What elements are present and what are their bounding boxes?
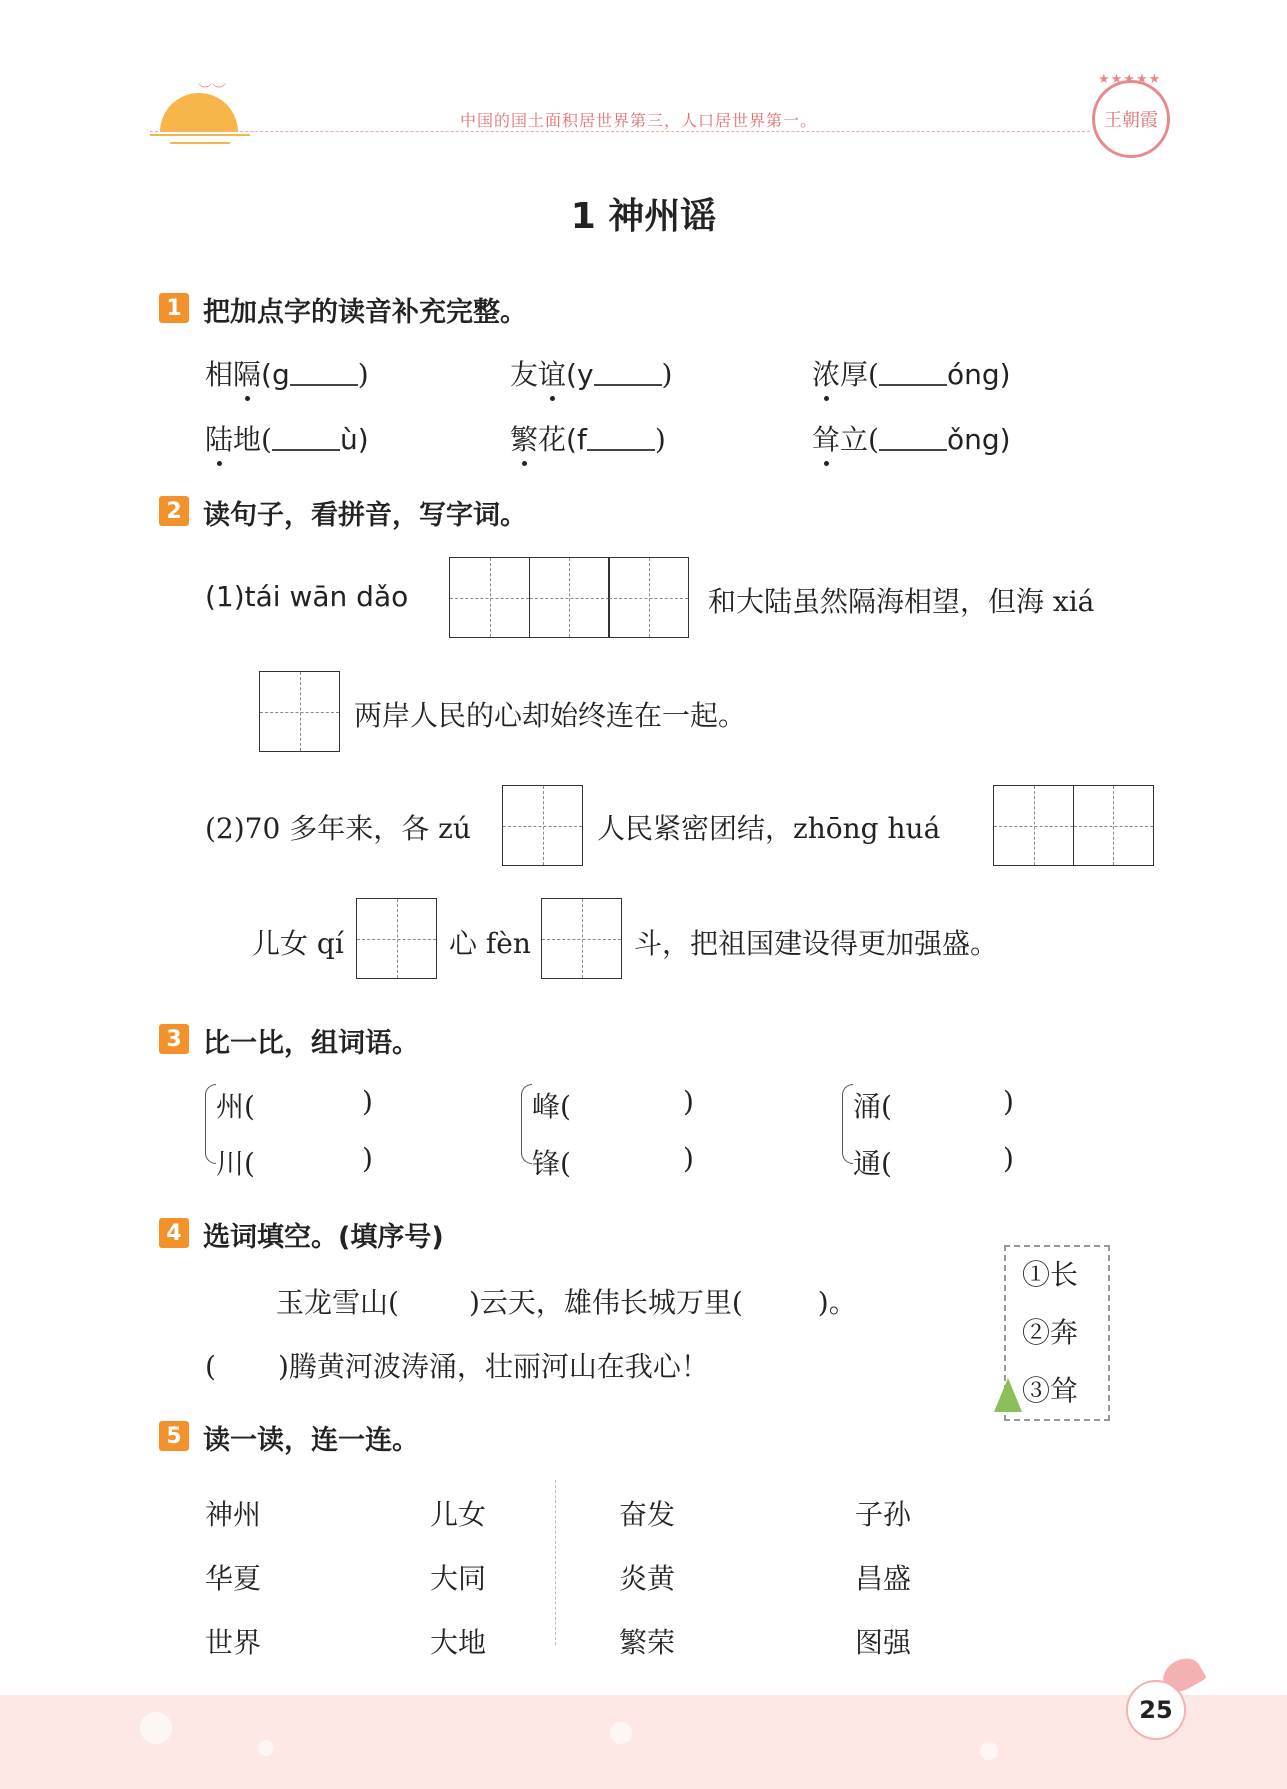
- match-word[interactable]: 神州: [205, 1498, 262, 1531]
- sun-reflection-line: [150, 134, 250, 136]
- close-paren: ): [362, 1085, 373, 1118]
- sentence-text: (2)70 多年来，各 zú: [205, 812, 471, 845]
- fill-sentence: ( )腾黄河波涛涌，壮丽河山在我心！: [205, 1350, 709, 1383]
- writing-grid[interactable]: [356, 898, 437, 979]
- option-item: ③耸: [1022, 1374, 1079, 1407]
- question-number: 3: [159, 1024, 189, 1054]
- sentence-text: 两岸人民的心却始终连在一起。: [354, 699, 747, 732]
- writing-grid[interactable]: [993, 785, 1154, 866]
- sentence-text: 心 fèn: [449, 927, 531, 960]
- brace: [205, 1084, 216, 1164]
- compare-word: 通(: [853, 1147, 892, 1180]
- answer-blank[interactable]: [272, 421, 340, 451]
- brace: [521, 1084, 532, 1164]
- page-number: 25: [1126, 1680, 1186, 1740]
- close-paren: ): [683, 1142, 694, 1175]
- bubble-decoration: [140, 1712, 172, 1744]
- writing-grid[interactable]: [502, 785, 583, 866]
- answer-blank[interactable]: [587, 421, 655, 451]
- question-number: 2: [159, 496, 189, 526]
- match-word[interactable]: 奋发: [619, 1498, 676, 1531]
- match-column-4: [855, 1483, 911, 1675]
- match-word[interactable]: 昌盛: [855, 1562, 912, 1595]
- pinyin-item: 陆地( ù): [205, 418, 369, 458]
- question-title: 选词填空。(填序号): [203, 1222, 444, 1253]
- pinyin-item: 浓厚( óng): [812, 353, 1011, 393]
- pinyin-item: 相隔(g ): [205, 353, 369, 393]
- bubble-decoration: [980, 1742, 998, 1760]
- match-word[interactable]: 炎黄: [619, 1562, 676, 1595]
- close-paren: ): [1003, 1085, 1014, 1118]
- question-title: 读一读，连一连。: [203, 1425, 419, 1456]
- sentence-text: 和大陆虽然隔海相望，但海 xiá: [708, 585, 1095, 618]
- sentence-text: 斗，把祖国建设得更加强盛。: [634, 927, 999, 960]
- compare-word: 州(: [216, 1090, 255, 1123]
- match-word[interactable]: 图强: [855, 1626, 912, 1659]
- page-title: 1 神州谣: [570, 196, 717, 237]
- match-word[interactable]: 儿女: [430, 1498, 487, 1531]
- bubble-decoration: [258, 1740, 274, 1756]
- match-column-1: [205, 1483, 261, 1675]
- pinyin-item: 繁花(f ): [510, 418, 666, 458]
- seal-text: 王朝霞: [1104, 110, 1158, 131]
- question-number: 5: [159, 1421, 189, 1451]
- match-column-3: [619, 1483, 675, 1675]
- answer-blank[interactable]: [290, 356, 358, 386]
- match-word[interactable]: 世界: [205, 1626, 262, 1659]
- match-word[interactable]: 子孙: [855, 1498, 912, 1531]
- bird-icon: ︶︶: [198, 83, 226, 99]
- close-paren: ): [1003, 1142, 1014, 1175]
- bubble-decoration: [610, 1722, 632, 1744]
- footer-band: [0, 1695, 1287, 1789]
- pinyin-item: 耸立( ǒng): [812, 418, 1011, 458]
- writing-grid[interactable]: [259, 671, 340, 752]
- close-paren: ): [362, 1142, 373, 1175]
- sentence-text: (1)tái wān dǎo: [205, 580, 409, 613]
- match-word[interactable]: 华夏: [205, 1562, 262, 1595]
- option-item: ①长: [1022, 1258, 1079, 1291]
- writing-grid[interactable]: [449, 557, 689, 638]
- sentence-text: 儿女 qí: [252, 927, 344, 960]
- compare-word: 峰(: [532, 1090, 571, 1123]
- sun-reflection-line: [170, 142, 230, 144]
- seal-stars: ★★★★★: [1098, 72, 1162, 87]
- question-title: 把加点字的读音补充完整。: [203, 297, 527, 328]
- question-number: 4: [159, 1218, 189, 1248]
- column-divider: [555, 1480, 556, 1645]
- answer-blank[interactable]: [879, 356, 947, 386]
- header-divider: [150, 131, 1090, 132]
- compare-word: 涌(: [853, 1090, 892, 1123]
- match-word[interactable]: 大地: [430, 1626, 487, 1659]
- pinyin-item: 友谊(y ): [510, 353, 672, 393]
- question-number: 1: [159, 293, 189, 323]
- match-word[interactable]: 繁荣: [619, 1626, 676, 1659]
- match-word[interactable]: 大同: [430, 1562, 487, 1595]
- question-title: 比一比，组词语。: [203, 1028, 419, 1059]
- close-paren: ): [683, 1085, 694, 1118]
- answer-blank[interactable]: [879, 421, 947, 451]
- sentence-text: 人民紧密团结，zhōng huá: [597, 812, 941, 845]
- brace: [842, 1084, 853, 1164]
- compare-word: 锋(: [532, 1147, 571, 1180]
- compare-word: 川(: [216, 1147, 255, 1180]
- tree-icon: [994, 1378, 1022, 1412]
- writing-grid[interactable]: [541, 898, 622, 979]
- match-column-2: [430, 1483, 486, 1675]
- fill-sentence: 玉龙雪山( )云天，雄伟长城万里( )。: [276, 1286, 857, 1319]
- author-seal: [1092, 80, 1170, 158]
- question-title: 读句子，看拼音，写字词。: [203, 500, 527, 531]
- header-tagline: 中国的国土面积居世界第三，人口居世界第一。: [460, 111, 818, 130]
- answer-blank[interactable]: [594, 356, 662, 386]
- option-item: ②奔: [1022, 1316, 1079, 1349]
